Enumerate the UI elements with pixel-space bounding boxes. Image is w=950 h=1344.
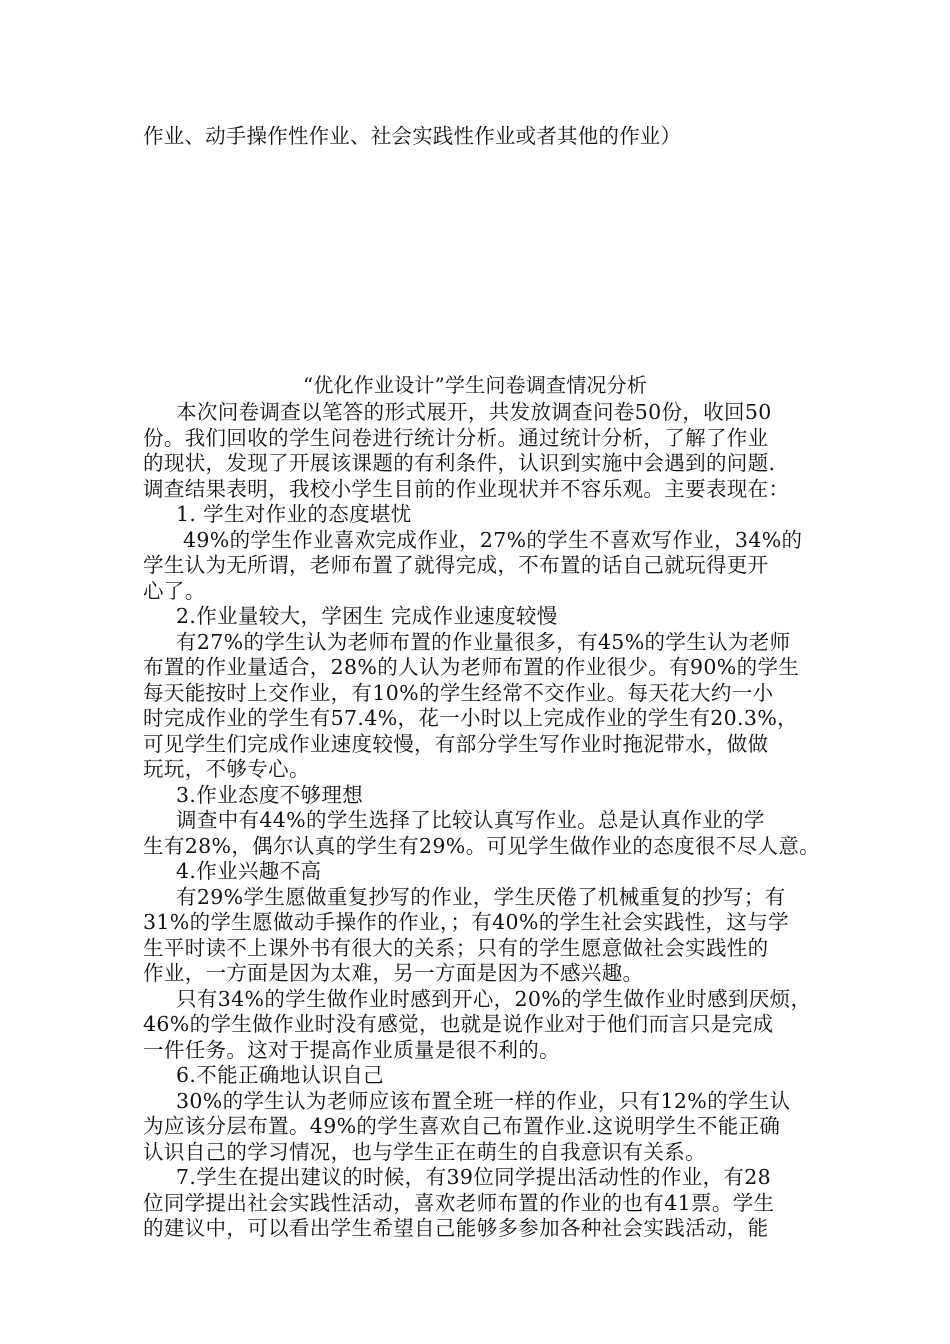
paragraph-line: 有27%的学生认为老师布置的作业量很多，有45%的学生认为老师 [176, 629, 791, 654]
paragraph-line: 1. 学生对作业的态度堪忧 [176, 502, 412, 526]
paragraph-line: 作业，一方面是因为太难，另一方面是因为不感兴趣。 [143, 961, 644, 985]
paragraph-line: 46%的学生做作业时没有感觉，也就是说作业对于他们而言只是完成 [143, 1012, 774, 1036]
paragraph-line: 心了。 [143, 578, 206, 603]
paragraph-line: 的建议中，可以看出学生希望自己能够多参加各种社会实践活动，能 [143, 1216, 769, 1240]
paragraph-line: 位同学提出社会实践性活动，喜欢老师布置的作业的也有41票。学生 [143, 1190, 775, 1215]
paragraph-line: 7.学生在提出建议的时候，有39位同学提出活动性的作业，有28 [176, 1165, 772, 1189]
paragraph-line: 本次问卷调查以笔答的形式展开，共发放调查问卷50份，收回50 [176, 400, 772, 424]
paragraph-line: 布置的作业量适合，28%的人认为老师布置的作业很少。有90%的学生 [143, 655, 800, 679]
paragraph-line: 可见学生们完成作业速度较慢，有部分学生写作业时拖泥带水，做做 [143, 731, 769, 756]
paragraph-line: 每天能按时上交作业，有10%的学生经常不交作业。每天花大约一小 [143, 680, 774, 705]
paragraph-line: 49%的学生作业喜欢完成作业，27%的学生不喜欢写作业，34%的 [183, 527, 803, 552]
paragraph-line: 时完成作业的学生有57.4%，花一小时以上完成作业的学生有20.3%， [143, 706, 798, 730]
paragraph-line: 认识自己的学习情况，也与学生正在萌生的自我意识有关系。 [143, 1139, 706, 1164]
paragraph-line: 2.作业量较大，学困生 完成作业速度较慢 [176, 604, 558, 628]
paragraph-line: 调查中有44%的学生选择了比较认真写作业。总是认真作业的学 [176, 808, 765, 832]
paragraph-line: 玩玩，不够专心。 [143, 757, 310, 781]
paragraph-line: 为应该分层布置。49%的学生喜欢自己布置作业.这说明学生不能正确 [143, 1114, 781, 1138]
paragraph-line: 31%的学生愿做动手操作的作业，；有40%的学生社会实践性，这与学 [143, 910, 789, 934]
paragraph-line: 6.不能正确地认识自己 [176, 1063, 384, 1087]
paragraph-line: 的现状，发现了开展该课题的有利条件，认识到实施中会遇到的问题. [143, 451, 776, 475]
paragraph-line: 生平时读不上课外书有很大的关系；只有的学生愿意做社会实践性的 [143, 935, 769, 960]
header-text-line: 作业、动手操作性作业、社会实践性作业或者其他的作业） [143, 124, 682, 148]
paragraph-line: 份。我们回收的学生问卷进行统计分析。通过统计分析，了解了作业 [143, 425, 769, 450]
paragraph-line: 生有28%，偶尔认真的学生有29%。可见学生做作业的态度很不尽人意。 [143, 833, 821, 858]
paragraph-line: 一件任务。这对于提高作业质量是很不利的。 [143, 1037, 560, 1062]
paragraph-line: 30%的学生认为老师应该布置全班一样的作业，只有12%的学生认 [176, 1088, 791, 1113]
paragraph-line: 只有34%的学生做作业时感到开心，20%的学生做作业时感到厌烦， [176, 986, 812, 1011]
paragraph-line: 调查结果表明，我校小学生目前的作业现状并不容乐观。主要表现在： [143, 476, 790, 501]
paragraph-line: 有29%学生愿做重复抄写的作业，学生厌倦了机械重复的抄写；有 [176, 884, 786, 909]
paragraph-line: 4.作业兴趣不高 [176, 859, 322, 883]
paragraph-line: 学生认为无所谓，老师布置了就得完成，不布置的话自己就玩得更开 [143, 553, 769, 577]
document-body [143, 400, 821, 1242]
paragraph-line: 3.作业态度不够理想 [176, 782, 364, 807]
document-title: “优化作业设计”学生问卷调查情况分析 [302, 373, 648, 397]
